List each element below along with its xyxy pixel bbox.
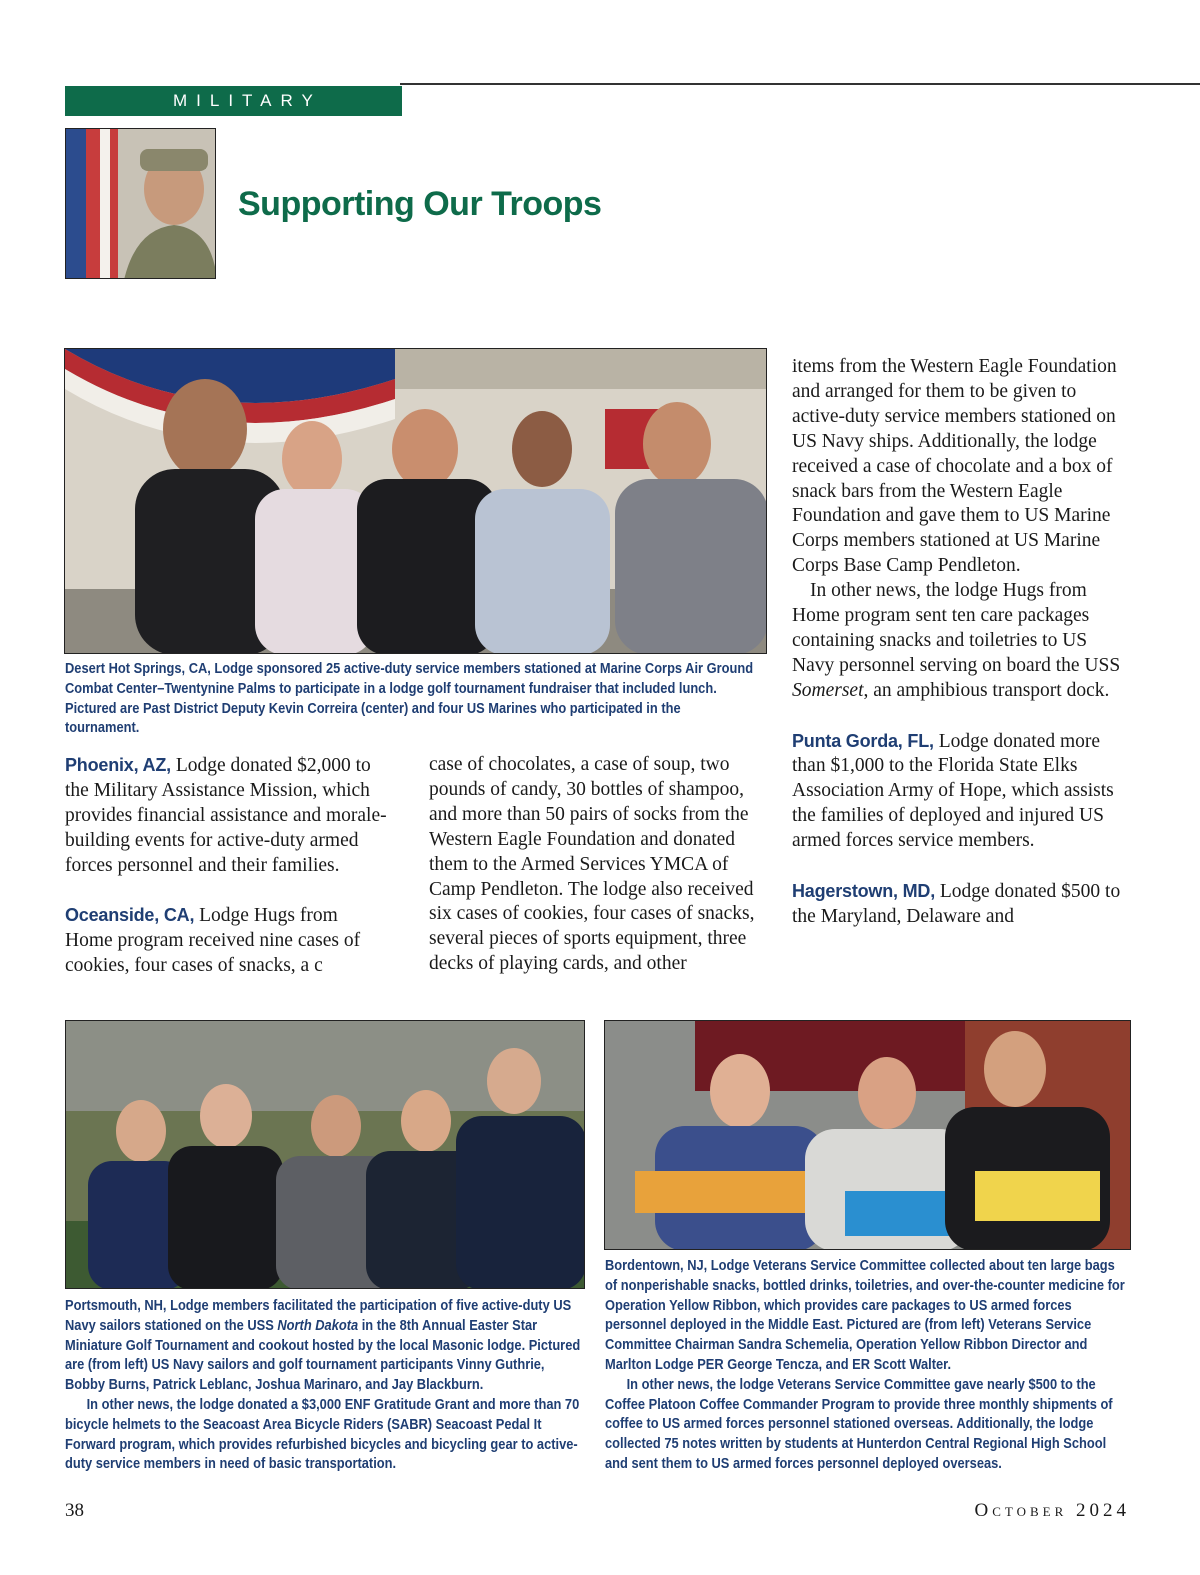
bordentown-photo: [604, 1020, 1131, 1250]
caption-text: Lodge members facilitated the participation of five active-duty US Navy sailors stationed on the USS: [65, 1298, 572, 1334]
caption-text: Lodge sponsored 25 active-duty service members stationed at Marine Corps Air Ground Combat Center–Twentynine Palms to participate in a lodge golf tournament fundraiser that included lunch. Pictured are Past District Deputy Kevin Correira (center) and four US Marines who participated in the tournament.: [65, 661, 754, 737]
article-location: Punta Gorda, FL,: [792, 730, 934, 751]
caption-paragraph: In other news, the lodge Veterans Service Committee gave nearly $500 to the Coffee Platoon Coffee Commander Program to provide three monthly shipments of coffee to US armed forces personnel stationed overseas. Additionally, the lodge collected 75 notes written by students at Hunterdon Central Regional High School and sent them to US armed forces personnel deployed overseas.: [605, 1376, 1113, 1472]
issue-date: October 2024: [974, 1500, 1130, 1521]
article-location: Hagerstown, MD,: [792, 881, 936, 901]
column-3: [792, 355, 1132, 930]
portsmouth-photo: [65, 1020, 585, 1289]
desert-hot-springs-photo: [64, 348, 767, 654]
caption-location: Bordentown, NJ,: [605, 1258, 708, 1274]
article-text: Lodge donated $2,000 to the Military Assistance Mission, which provides financial assistance and morale-building events for active-duty armed forces personnel and their families.: [65, 755, 387, 876]
article-text: , an amphibious transport dock.: [863, 679, 1110, 701]
article-text: Lodge donated more than $1,000 to the Florida State Elks Association Army of Hope, which assists the families of deployed and injured US armed forces service members.: [792, 730, 1114, 852]
section-label: MILITARY: [65, 86, 402, 116]
bordentown-caption: [605, 1257, 1130, 1475]
article-text-part2: case of chocolates, a case of soup, two pounds of candy, 30 bottles of shampoo, and more than 50 pairs of socks from the Western Eagle Foundation and donated them to the Armed Services YMCA of Camp Pendleton. The lodge also received six cases of cookies, four cases of snacks, several pieces of sports equipment, three decks of playing cards, and other: [429, 754, 755, 975]
caption-text: Lodge Veterans Service Committee collected about ten large bags of nonperishable snacks, bottled drinks, toiletries, and over-the-counter medicine for Operation Yellow Ribbon, which provides care packages to US armed forces personnel deployed in the Middle East. Pictured are (from left) Veterans Service Committee Chairman Sandra Schemelia, Operation Yellow Ribbon Director and Marlton Lodge PER George Tencza, and ER Scott Walter.: [605, 1258, 1125, 1373]
page-title: Supporting Our Troops: [238, 185, 602, 223]
caption-location: Portsmouth, NH,: [65, 1298, 167, 1314]
page-number: 38: [65, 1500, 84, 1521]
article-location: Phoenix, AZ,: [65, 755, 171, 775]
portsmouth-caption: [65, 1297, 585, 1475]
desert-hot-springs-caption: [65, 660, 758, 739]
caption-text: in the 8th Annual Easter Star Miniature Golf Tournament and cookout hosted by the local Masonic lodge. Pictured are (from left) US Navy sailors and golf tournament participants Vinny Guthrie, Bobby Burns, Patrick Leblanc, Joshua Marinaro, and Jay Blackburn.: [65, 1317, 581, 1394]
header-rule: [400, 83, 1200, 85]
caption-paragraph: In other news, the lodge donated a $3,000 ENF Gratitude Grant and more than 70 bicycle helmets to the Seacoast Area Bicycle Riders (SABR) Seacoast Pedal It Forward program, which provides refurbished bicycles and bicycling gear to active-duty service members in need of basic transportation.: [65, 1396, 580, 1473]
ship-name: North Dakota: [277, 1317, 359, 1334]
ship-name: Somerset: [792, 679, 864, 701]
article-text-part1: Lodge Hugs from Home program received nine cases of cookies, four cases of snacks, a c: [65, 905, 361, 977]
article-location: Oceanside, CA,: [65, 905, 195, 926]
article-continued: items from the Western Eagle Foundation and arranged for them to be given to active-duty service members stationed on US Navy ships. Additionally, the lodge received a case of chocolate and a box of snack bars from the Western Eagle Foundation and gave them to US Marine Corps members stationed at US Marine Corps Base Camp Pendleton.: [792, 356, 1117, 577]
caption-location: Desert Hot Springs, CA,: [65, 661, 211, 677]
article-text: Lodge donated $500 to the Maryland, Delaware and: [792, 881, 1121, 927]
column-1: [65, 753, 389, 979]
column-2: [429, 753, 769, 977]
article-text: In other news, the lodge Hugs from Home program sent ten care packages containing snacks and toiletries to US Navy personnel serving on board the USS: [792, 580, 1121, 676]
header-photo: [65, 128, 216, 279]
